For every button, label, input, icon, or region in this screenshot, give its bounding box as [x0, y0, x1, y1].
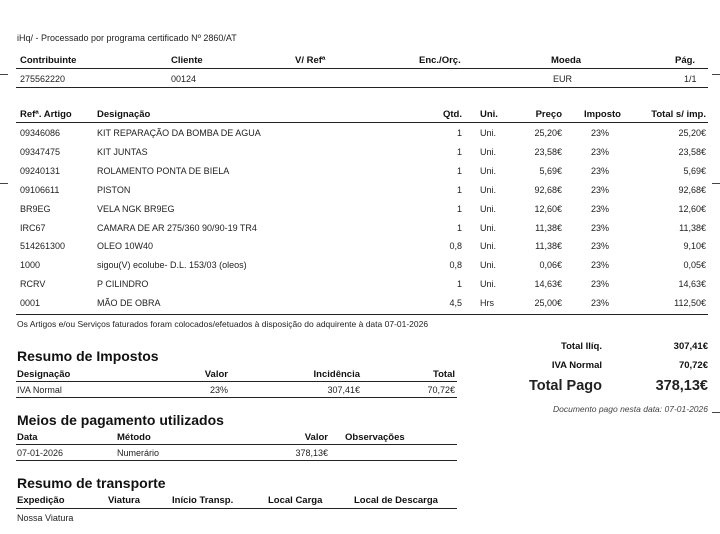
item-desc: PISTON — [97, 184, 131, 195]
item-ref: 09240131 — [20, 165, 61, 176]
item-preco: 23,58€ — [534, 146, 562, 157]
item-imposto: 23% — [590, 165, 609, 176]
tax-col-valor: Valor — [204, 369, 228, 380]
payment-bottom-divider — [16, 460, 457, 461]
pay-row-metodo: Numerário — [117, 448, 160, 458]
fold-mark — [0, 74, 8, 75]
header-divider — [16, 68, 708, 69]
item-imposto: 23% — [590, 184, 609, 195]
item-ref: 1000 — [20, 260, 41, 271]
table-row — [0, 185, 720, 203]
item-imposto: 23% — [590, 128, 609, 138]
table-row — [0, 223, 720, 241]
item-preco: 92,68€ — [534, 184, 562, 195]
item-preco: 25,00€ — [534, 298, 562, 309]
item-qtd: 4,5 — [449, 298, 462, 309]
item-desc: OLEO 10W40 — [97, 241, 154, 252]
total-pago-label: Total Pago — [528, 378, 602, 394]
pay-col-obs: Observações — [345, 432, 405, 443]
value-contribuinte: 275562220 — [20, 74, 66, 84]
item-total: 25,20€ — [678, 128, 706, 138]
item-qtd: 1 — [456, 165, 462, 176]
item-uni: Uni. — [480, 184, 497, 195]
tax-col-incidencia: Incidência — [313, 369, 360, 380]
item-preco: 25,20€ — [534, 128, 562, 138]
item-uni: Uni. — [480, 279, 497, 290]
item-uni: Uni. — [480, 241, 497, 252]
label-vref: V/ Refª — [295, 55, 326, 66]
transport-title: Resumo de transporte — [17, 475, 166, 491]
item-ref: 514261300 — [20, 241, 66, 252]
table-row — [0, 241, 720, 259]
label-enc: Enc./Orç. — [419, 55, 461, 66]
certification-text: iHq/ - Processado por programa certificado Nº 2860/AT — [17, 33, 237, 43]
item-ref: 0001 — [20, 298, 41, 309]
tr-col-carga: Local Carga — [268, 495, 323, 506]
pay-row-valor: 378,13€ — [295, 448, 328, 458]
value-pag: 1/1 — [684, 74, 697, 84]
total-liq-value: 307,41€ — [673, 341, 708, 352]
item-qtd: 1 — [456, 279, 462, 290]
taxes-divider — [16, 381, 457, 382]
taxes-title: Resumo de Impostos — [17, 348, 159, 364]
label-contribuinte: Contribuinte — [20, 55, 77, 66]
taxes-bottom-divider — [16, 397, 457, 398]
item-total: 12,60€ — [678, 203, 706, 214]
label-cliente: Cliente — [171, 55, 203, 66]
tax-row-designacao: IVA Normal — [17, 385, 62, 395]
value-cliente: 00124 — [171, 74, 197, 84]
item-preco: 0,06€ — [539, 260, 562, 271]
item-qtd: 1 — [456, 184, 462, 195]
item-desc: KIT REPARAÇÃO DA BOMBA DE AGUA — [97, 128, 261, 138]
col-uni: Uni. — [480, 109, 498, 120]
table-row — [0, 260, 720, 278]
item-preco: 14,63€ — [534, 279, 562, 290]
paid-note: Documento pago nesta data: 07-01-2026 — [552, 404, 708, 414]
item-preco: 12,60€ — [534, 203, 562, 214]
item-desc: CAMARA DE AR 275/360 90/90-19 TR4 — [97, 222, 257, 233]
item-qtd: 1 — [456, 203, 462, 214]
transport-divider — [16, 508, 457, 509]
tax-row-valor: 23% — [209, 385, 228, 395]
item-desc: KIT JUNTAS — [97, 146, 148, 157]
item-imposto: 23% — [590, 222, 609, 233]
pay-col-metodo: Método — [117, 432, 151, 443]
label-pag: Pág. — [675, 55, 696, 66]
item-uni: Uni. — [480, 146, 497, 157]
tax-col-designacao: Designação — [17, 369, 71, 380]
item-imposto: 23% — [590, 241, 609, 252]
item-total: 5,69€ — [683, 165, 706, 176]
item-imposto: 23% — [590, 203, 609, 214]
pay-col-valor: Valor — [304, 432, 328, 443]
item-qtd: 1 — [456, 222, 462, 233]
availability-note: Os Artigos e/ou Serviços faturados foram colocados/efetuados à disposição do adquirente à data 07-01-2026 — [17, 319, 429, 329]
header-bottom-divider — [16, 87, 708, 88]
tax-row-incidencia: 307,41€ — [327, 385, 360, 395]
fold-mark — [712, 74, 720, 75]
tr-col-expedicao: Expedição — [17, 495, 65, 506]
item-uni: Hrs — [480, 298, 494, 309]
iva-value: 70,72€ — [678, 360, 708, 371]
iva-label: IVA Normal — [551, 360, 602, 371]
total-liq-label: Total Ilíq. — [561, 341, 602, 352]
item-imposto: 23% — [590, 279, 609, 290]
payment-divider — [16, 444, 457, 445]
item-qtd: 0,8 — [449, 260, 462, 271]
tr-row-expedicao: Nossa Viatura — [17, 513, 74, 523]
item-imposto: 23% — [590, 146, 609, 157]
items-bottom-divider — [16, 314, 708, 315]
item-uni: Uni. — [480, 128, 497, 138]
fold-mark — [712, 412, 720, 413]
col-ref: Refª. Artigo — [20, 109, 72, 120]
item-preco: 11,38€ — [535, 222, 562, 233]
tr-col-descarga: Local de Descarga — [354, 495, 438, 506]
item-imposto: 23% — [590, 260, 609, 271]
col-desc: Designação — [97, 109, 151, 120]
item-total: 112,50€ — [674, 298, 706, 309]
item-qtd: 1 — [456, 146, 462, 157]
fold-mark — [0, 183, 8, 184]
item-desc: VELA NGK BR9EG — [97, 203, 175, 214]
col-qtd: Qtd. — [443, 109, 462, 120]
item-total: 14,63€ — [678, 279, 706, 290]
item-desc: P CILINDRO — [97, 279, 149, 290]
total-pago-value: 378,13€ — [655, 378, 708, 394]
tax-row-total: 70,72€ — [427, 385, 455, 395]
tr-col-viatura: Viatura — [108, 495, 141, 506]
label-moeda: Moeda — [551, 55, 582, 66]
item-total: 11,38€ — [679, 222, 706, 233]
table-row — [0, 204, 720, 222]
item-ref: 09106611 — [20, 184, 60, 195]
pay-col-data: Data — [17, 432, 38, 443]
item-total: 9,10€ — [683, 241, 706, 252]
item-desc: MÃO DE OBRA — [97, 298, 161, 309]
item-total: 23,58€ — [678, 146, 706, 157]
item-qtd: 0,8 — [449, 241, 462, 252]
item-total: 92,68€ — [678, 184, 706, 195]
table-row — [0, 147, 720, 165]
item-imposto: 23% — [590, 298, 609, 309]
item-uni: Uni. — [480, 165, 497, 176]
fold-mark — [712, 183, 720, 184]
table-row — [0, 166, 720, 184]
payment-title: Meios de pagamento utilizados — [17, 412, 224, 428]
col-total: Total s/ imp. — [651, 109, 706, 120]
item-ref: IRC67 — [20, 222, 46, 233]
item-uni: Uni. — [480, 260, 497, 271]
col-imposto: Imposto — [584, 109, 621, 120]
item-ref: 09346086 — [20, 128, 61, 138]
item-desc: sigou(V) ecolube- D.L. 153/03 (oleos) — [97, 260, 247, 271]
tax-col-total: Total — [433, 369, 455, 380]
col-preco: Preço — [535, 109, 562, 120]
item-qtd: 1 — [456, 128, 462, 138]
item-ref: RCRV — [20, 279, 46, 290]
items-header-divider — [16, 122, 708, 123]
item-desc: ROLAMENTO PONTA DE BIELA — [97, 165, 230, 176]
item-total: 0,05€ — [683, 260, 706, 271]
item-ref: 09347475 — [20, 146, 61, 157]
item-uni: Uni. — [480, 222, 497, 233]
table-row — [0, 128, 720, 146]
pay-row-data: 07-01-2026 — [17, 448, 64, 458]
item-preco: 5,69€ — [539, 165, 562, 176]
value-moeda: EUR — [553, 74, 573, 84]
item-uni: Uni. — [480, 203, 497, 214]
item-ref: BR9EG — [20, 203, 51, 214]
tr-col-inicio: Início Transp. — [172, 495, 234, 506]
table-row — [0, 279, 720, 297]
item-preco: 11,38€ — [535, 241, 562, 252]
